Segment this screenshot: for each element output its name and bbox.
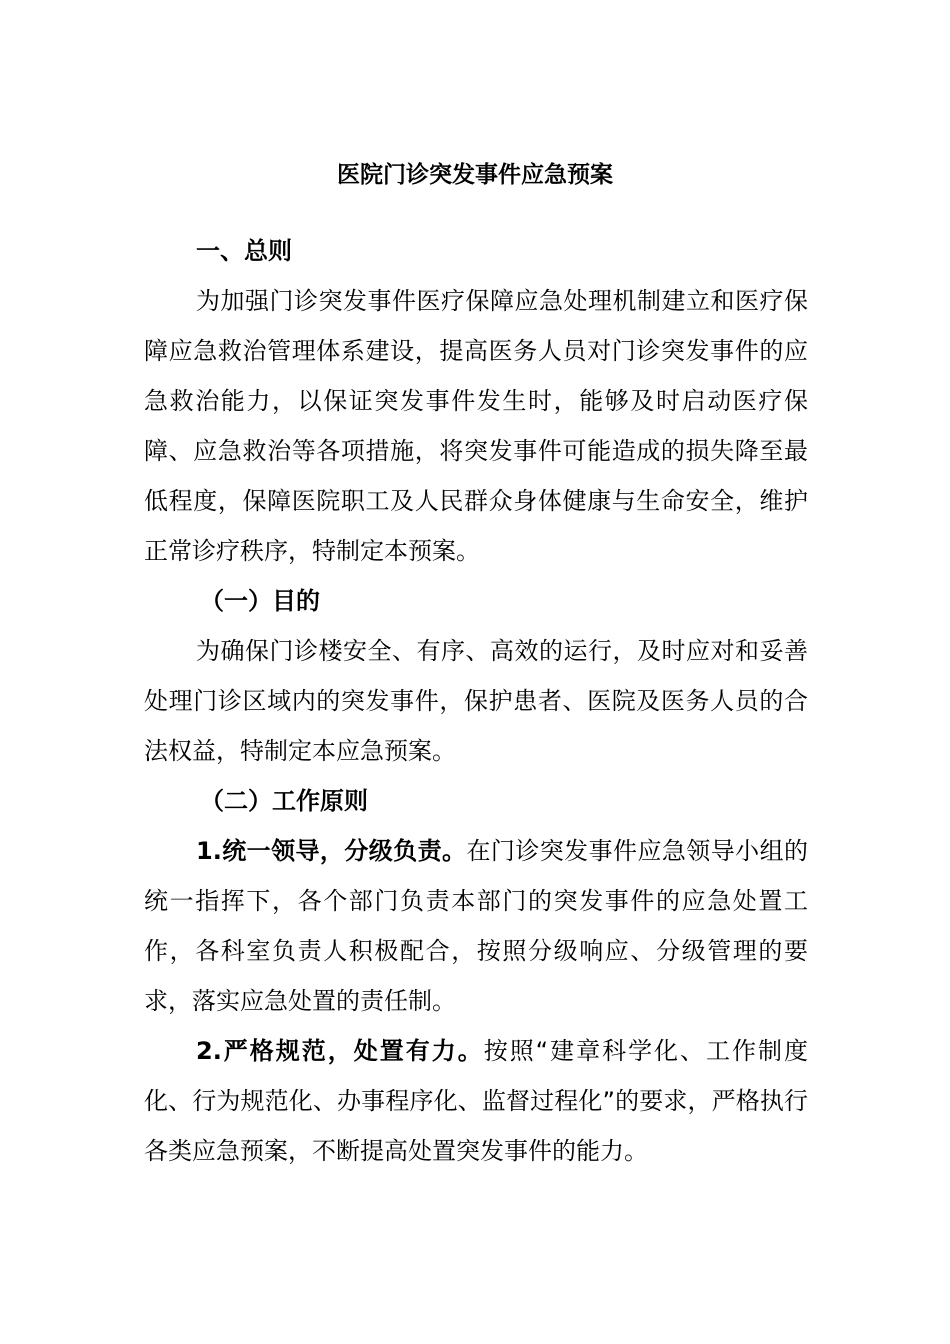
document-title: 医院门诊突发事件应急预案 (337, 162, 613, 188)
principle-item-1-text: 在门诊突发事件应急领导小组的统一指挥下，各个部门负责本部门的突发事件的应急处置工作，各科室负责人积极配合，按照分级响应、分级管理的要求，落实应急处置的责任制。 (144, 837, 808, 1015)
document-body (144, 226, 808, 1176)
subsection-heading-purpose: （一）目的 (200, 587, 320, 615)
principle-item-2-lead: 2.严格规范，处置有力。 (196, 1037, 484, 1065)
principle-item-2 (144, 1026, 808, 1176)
principle-item-2-text: 按照“建章科学化、工作制度化、行为规范化、办事程序化、监督过程化”的要求，严格执行各类应急预案，不断提高处置突发事件的能力。 (144, 1037, 808, 1165)
subsection-heading-principles: （二）工作原则 (200, 787, 368, 815)
principle-item-1-lead: 1.统一领导，分级负责。 (196, 837, 467, 865)
principle-item-1 (144, 826, 808, 1026)
section-heading-general: 一、总则 (196, 237, 292, 265)
purpose-paragraph: 为确保门诊楼安全、有序、高效的运行，及时应对和妥善处理门诊区域内的突发事件，保护患者、医院及医务人员的合法权益，特制定本应急预案。 (144, 637, 808, 765)
general-intro-paragraph: 为加强门诊突发事件医疗保障应急处理机制建立和医疗保障应急救治管理体系建设，提高医务人员对门诊突发事件的应急救治能力，以保证突发事件发生时，能够及时启动医疗保障、应急救治等各项措施，将突发事件可能造成的损失降至最低程度，保障医院职工及人民群众身体健康与生命安全，维护正常诊疗秩序，特制定本预案。 (144, 287, 808, 565)
